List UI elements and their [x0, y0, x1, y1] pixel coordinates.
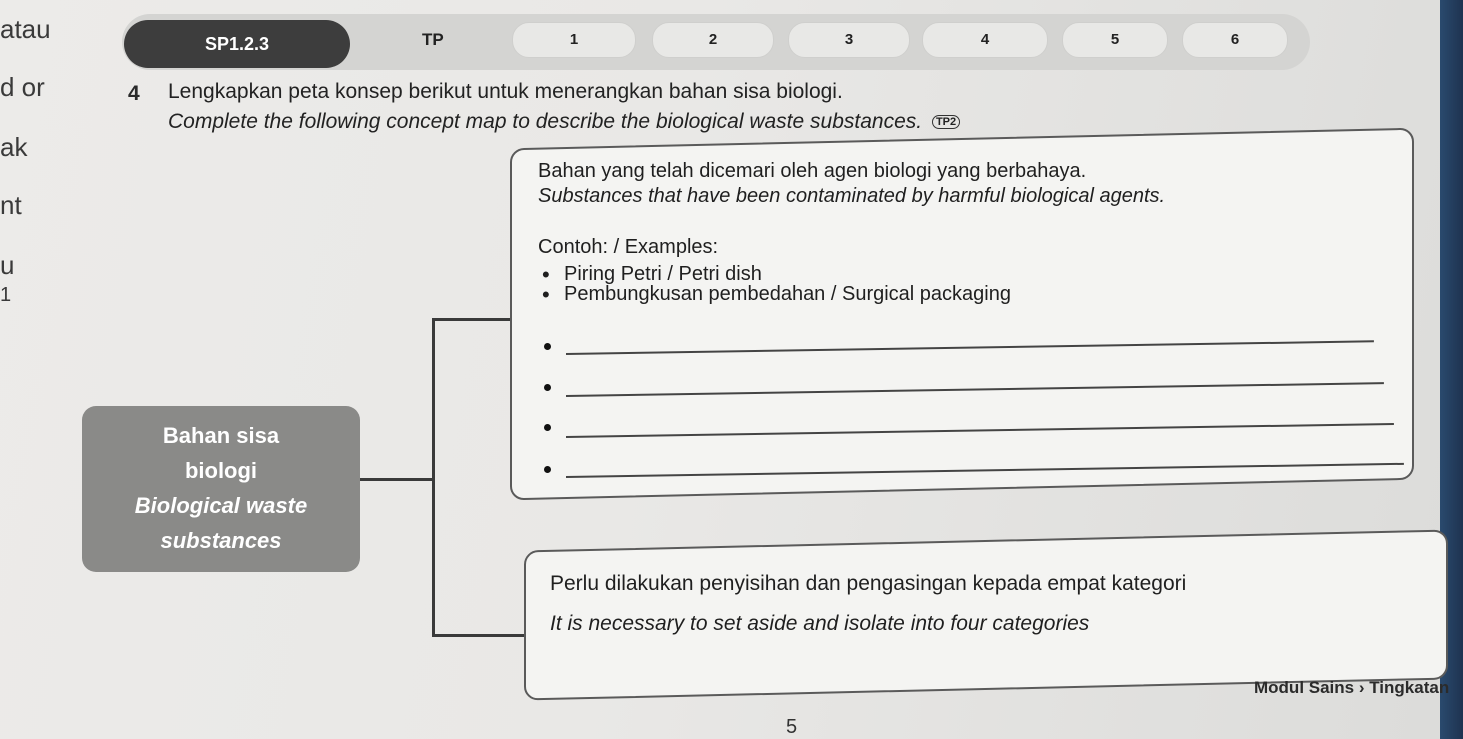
blank-bullet-dot [544, 466, 551, 473]
handling-malay: Perlu dilakukan penyisihan dan pengasingan kepada empat kategori [550, 572, 1187, 595]
tp-level-5[interactable]: 5 [1062, 22, 1168, 58]
definition-malay: Bahan yang telah dicemari oleh agen biologi yang berbahaya. [538, 160, 1087, 182]
margin-fragment: nt [0, 190, 22, 220]
central-concept-text [82, 418, 360, 558]
margin-fragment: d or [0, 72, 45, 102]
central-english-line1: Biological waste [134, 493, 308, 518]
margin-fragment: u [0, 250, 15, 280]
margin-fragment: ak [0, 132, 28, 162]
connector-to-box2 [432, 634, 526, 637]
blank-bullet-dot [544, 343, 551, 350]
example-item: • Piring Petri / Petri dish [564, 263, 762, 286]
tp2-badge: TP2 [932, 115, 960, 129]
examples-heading: Contoh: / Examples: [538, 236, 719, 258]
sp-code-pill: SP1.2.3 [124, 20, 350, 68]
connector-from-central [360, 478, 434, 481]
blank-bullet-dot [544, 424, 551, 431]
tp-level-3[interactable]: 3 [788, 22, 910, 58]
central-english-line2: substances [160, 528, 282, 553]
connector-vertical [432, 318, 435, 636]
central-malay-line1: Bahan sisa [162, 423, 280, 448]
connector-to-box1 [432, 318, 512, 321]
definition-english: Substances that have been contaminated by harmful biological agents. [538, 185, 1166, 207]
blank-bullet-dot [544, 384, 551, 391]
question-english-text: Complete the following concept map to describe the biological waste substances. [168, 110, 923, 133]
example-item: • Pembungkusan pembedahan / Surgical packaging [564, 283, 1011, 306]
definition-examples-box [510, 128, 1414, 501]
margin-fragment: atau [0, 14, 51, 44]
question-english [168, 110, 960, 134]
tp-level-2[interactable]: 2 [652, 22, 774, 58]
page-number: 5 [786, 716, 798, 738]
margin-fragment: 1 [0, 284, 12, 306]
tp-level-1[interactable]: 1 [512, 22, 636, 58]
handling-english: It is necessary to set aside and isolate into four categories [550, 612, 1090, 635]
module-footer: Modul Sains › Tingkatan [1254, 678, 1450, 697]
tp-label: TP [422, 30, 444, 49]
central-malay-line2: biologi [184, 458, 258, 483]
tp-level-4[interactable]: 4 [922, 22, 1048, 58]
question-malay: Lengkapkan peta konsep berikut untuk menerangkan bahan sisa biologi. [168, 80, 843, 103]
tp-level-6[interactable]: 6 [1182, 22, 1288, 58]
question-number: 4 [128, 82, 140, 105]
